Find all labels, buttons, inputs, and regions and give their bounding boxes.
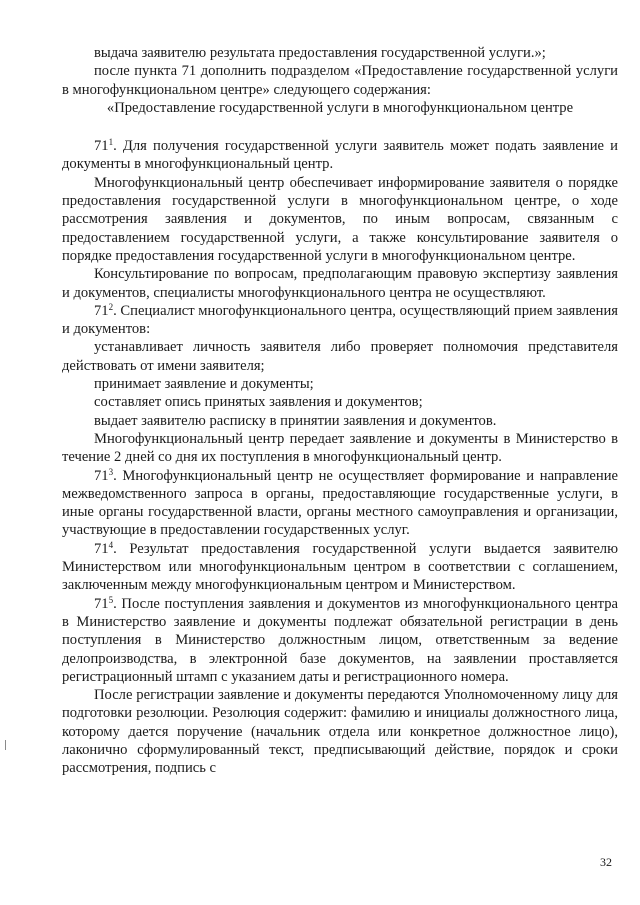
paragraph-text: . После поступления заявления и документов из многофункционального центра в Министерство заявление и документы подлежат обязательной регистрации в день поступления в Министерство должностным лицом, ответственным за ведение делопроизводства, в электронной базе документов, на заявлении проставляется регистрационный штамп с указанием даты и регистрационного номера.: [62, 595, 618, 685]
clause-number: 71: [94, 138, 109, 155]
paragraph: [62, 62, 618, 99]
paragraph-text: выдает заявителю расписку в принятии заявления и документов.: [94, 412, 497, 429]
clause-superscript: 5: [108, 594, 114, 605]
paragraph-text: «Предоставление государственной услуги в многофункциональном центре: [106, 99, 574, 116]
clause-paragraph: [62, 302, 618, 339]
clause-superscript: 3: [108, 466, 114, 477]
paragraph: [62, 44, 618, 62]
paragraph: [62, 686, 618, 777]
paragraph: [62, 412, 618, 430]
document-body: [62, 44, 618, 778]
paragraph: [62, 430, 618, 467]
paragraph-text: составляет опись принятых заявления и документов;: [94, 394, 423, 411]
clause-number: 71: [94, 595, 109, 612]
paragraph-text: устанавливает личность заявителя либо проверяет полномочия представителя действовать от имени заявителя;: [62, 339, 618, 374]
paragraph: [62, 375, 618, 393]
paragraph-text: . Результат предоставления государственной услуги выдается заявителю Министерством или многофункциональным центром в соответствии с соглашением, заключенным между многофункциональным центром и Министерством.: [62, 540, 618, 594]
clause-paragraph: [62, 137, 618, 174]
page-number: 32: [600, 855, 612, 869]
clause-superscript: 4: [108, 539, 114, 550]
paragraph-text: . Специалист многофункционального центра, осуществляющий прием заявления и документов:: [62, 302, 618, 338]
paragraph-text: Многофункциональный центр передает заявление и документы в Министерство в течение 2 дней со дня их поступления в многофункциональный центр.: [62, 430, 618, 466]
paragraph: [62, 99, 618, 117]
scan-margin-mark: [5, 740, 6, 750]
paragraph: [62, 393, 618, 411]
paragraph-text: Консультирование по вопросам, предполагающим правовую экспертизу заявления и документов, специалисты многофункционального центра не осуществляют.: [62, 266, 618, 301]
paragraph-text: принимает заявление и документы;: [94, 376, 314, 393]
paragraph: [62, 174, 618, 265]
paragraph-text: после пункта 71 дополнить подразделом «Предоставление государственной услуги в многофункциональном центре» следующего содержания:: [62, 63, 618, 98]
paragraph-text: выдача заявителю результата предоставления государственной услуги.»;: [94, 45, 546, 61]
paragraph: [62, 265, 618, 302]
clause-paragraph: [62, 540, 618, 595]
clause-number: 71: [94, 467, 109, 484]
paragraph-text: . Для получения государственной услуги заявитель может подать заявление и документы в многофункциональный центр.: [62, 138, 618, 173]
paragraph-text: . Многофункциональный центр не осуществляет формирование и направление межведомственного запроса в органы, предоставляющие государственные услуги, в иные органы государственной власти, органы местного самоуправления и организации, участвующие в предоставлении государственных услуг.: [62, 467, 618, 539]
clause-superscript: 1: [108, 137, 114, 148]
clause-paragraph: [62, 595, 618, 686]
paragraph-text: После регистрации заявление и документы передаются Уполномоченному лицу для подготовки резолюции. Резолюция содержит: фамилию и инициалы должностного лица, которому дается поручение (начальник отдела или конкретное должностное лицо), лаконично сформулированный текст, предписывающий действие, порядок и сроки рассмотрения, подпись с: [62, 687, 618, 777]
paragraph-text: Многофункциональный центр обеспечивает информирование заявителя о порядке предоставления государственной услуги в многофункциональном центре, о ходе рассмотрения заявления и документов, по иным вопросам, связанным с предоставлением государственной услуги, а также консультирование заявителя о порядке предоставления государственной услуги в многофункциональном центре.: [62, 174, 618, 264]
clause-paragraph: [62, 467, 618, 540]
clause-superscript: 2: [108, 301, 114, 312]
clause-number: 71: [94, 302, 109, 319]
paragraph: [62, 338, 618, 375]
section-spacer: [62, 117, 618, 137]
clause-number: 71: [94, 540, 109, 557]
